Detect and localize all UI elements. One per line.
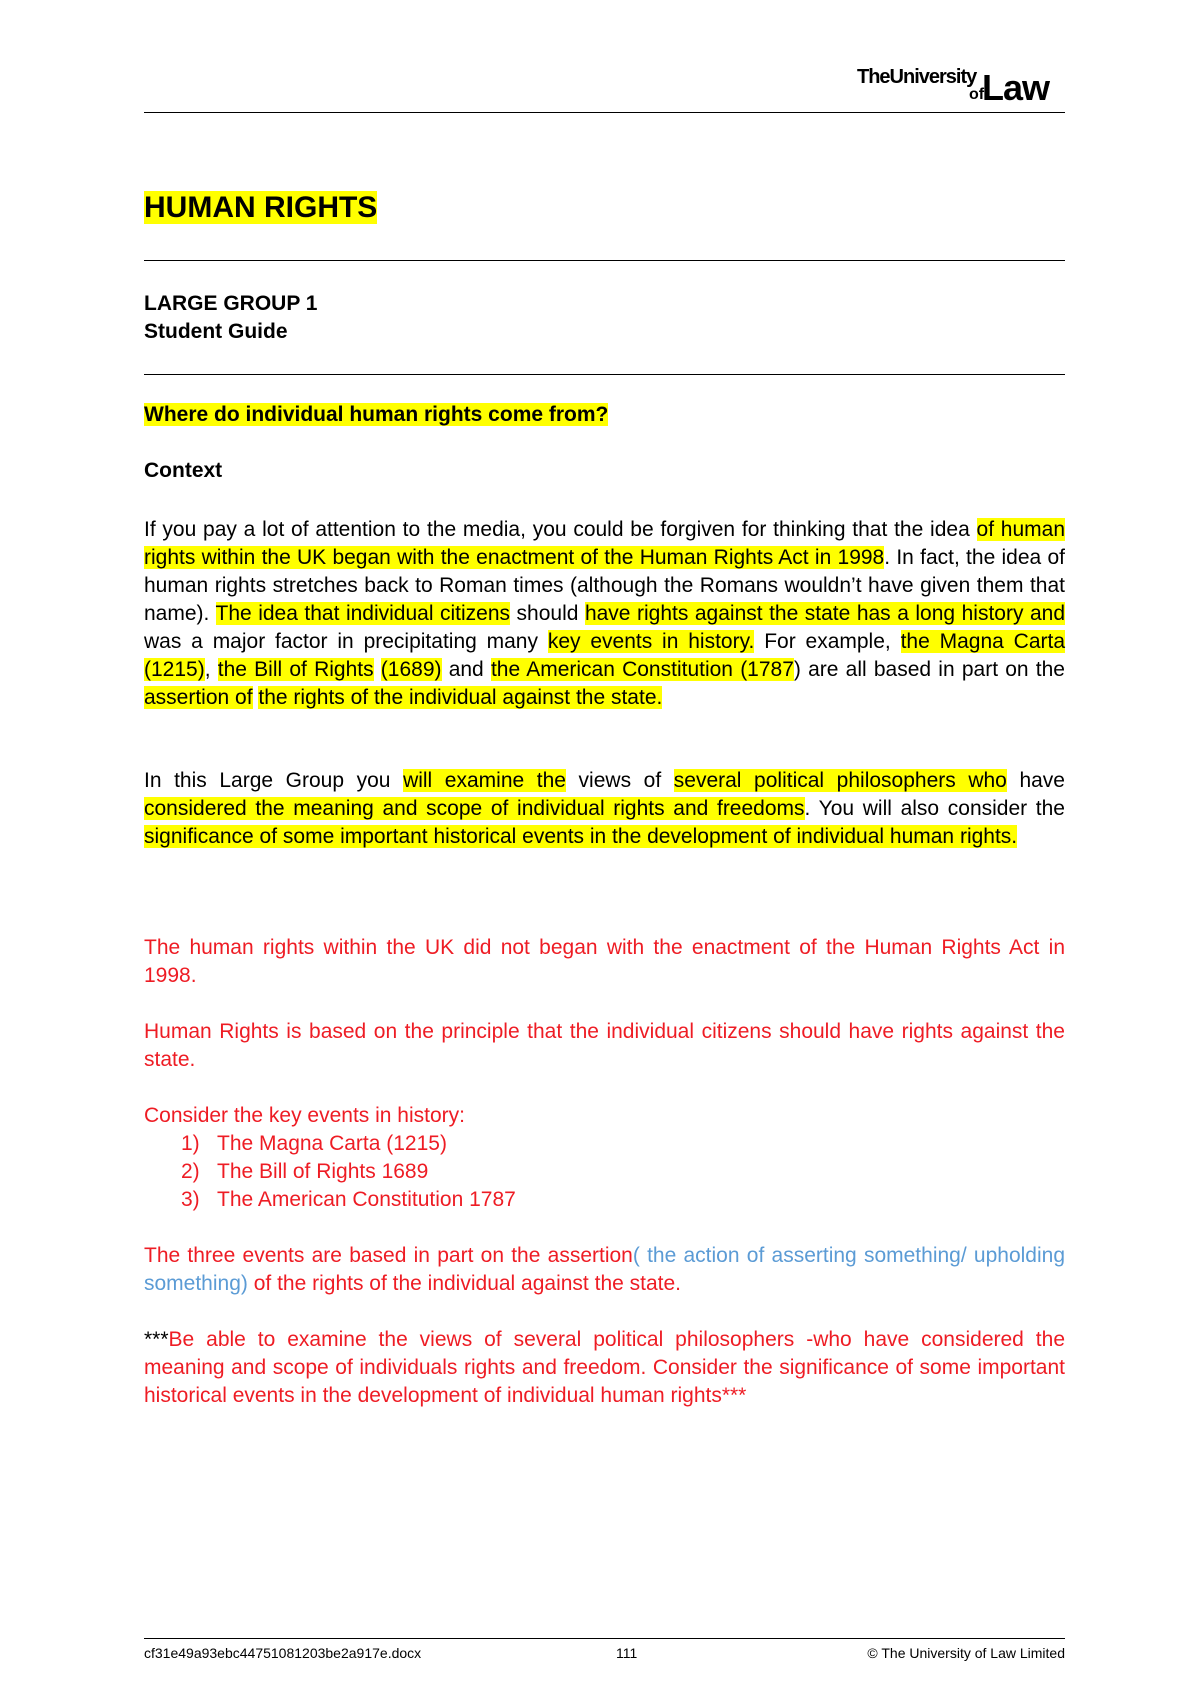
large-group-paragraph: In this Large Group you will examine the views of several political philosophers who have considered the meaning and scope of individual rights and freedoms. You will also consider the significance of some important historical events in the development of individual human rights. xyxy=(144,769,1065,848)
note-3-heading: Consider the key events in history: xyxy=(144,1104,465,1127)
note-4: The three events are based in part on the assertion( the action of asserting something/ upholding something) of the rights of the individual against the state. xyxy=(144,1244,1065,1295)
list-item: 3) The American Constitution 1787 xyxy=(181,1188,516,1211)
logo-the-university: TheUniversity xyxy=(857,66,977,88)
header-rule xyxy=(144,112,1065,113)
subtitle-rule xyxy=(144,374,1065,375)
page-title: HUMAN RIGHTS xyxy=(144,191,378,224)
list-item: 2) The Bill of Rights 1689 xyxy=(181,1160,429,1183)
note-2: Human Rights is based on the principle that the individual citizens should have rights against the state. xyxy=(144,1020,1065,1071)
question-heading: Where do individual human rights come from? xyxy=(144,403,609,426)
context-paragraph: If you pay a lot of attention to the media, you could be forgiven for thinking that the idea of human rights within the UK began with the enactment of the Human Rights Act in 1998. In fact, the idea of human rights stretches back to Roman times (although the Romans wouldn’t have given them that name). The idea that individual citizens should have rights against the state has a long history and was a major factor in precipitating many key events in history. For example, the Magna Carta (1215), the Bill of Rights (1689) and the American Constitution (1787) are all based in part on the assertion of the rights of the individual against the state. xyxy=(144,518,1066,709)
note-5: ***Be able to examine the views of several political philosophers -who have considered the meaning and scope of individuals rights and freedom. Consider the significance of some important historical events in the development of individual human rights*** xyxy=(144,1328,1065,1407)
footer-page-number: 111 xyxy=(616,1645,638,1661)
university-logo xyxy=(857,66,1065,106)
footer-copyright: © The University of Law Limited xyxy=(867,1645,1065,1661)
title-rule xyxy=(144,260,1065,261)
note-1: The human rights within the UK did not began with the enactment of the Human Rights Act in 1998. xyxy=(144,936,1065,987)
footer-rule xyxy=(144,1638,1065,1639)
key-events-list xyxy=(181,1130,516,1214)
logo-of: of xyxy=(969,86,985,103)
context-heading: Context xyxy=(144,459,223,482)
list-item: 1) The Magna Carta (1215) xyxy=(181,1132,447,1155)
subtitle-line2: Student Guide xyxy=(144,320,288,343)
footer-filename: cf31e49a93ebc44751081203be2a917e.docx xyxy=(144,1645,422,1661)
subtitle xyxy=(144,290,317,346)
subtitle-line1: LARGE GROUP 1 xyxy=(144,292,318,315)
logo-law: Law xyxy=(982,67,1050,108)
